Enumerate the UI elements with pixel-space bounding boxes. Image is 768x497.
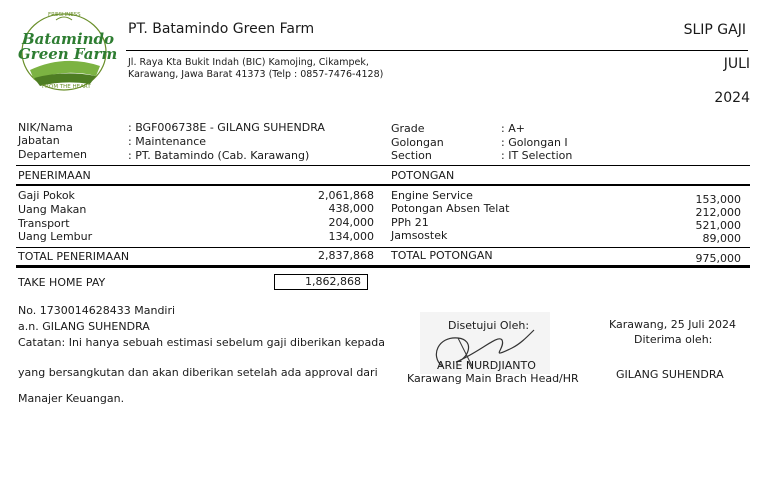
totals-top-rule xyxy=(16,247,750,248)
header-divider xyxy=(126,50,748,51)
receiver-label: Diterima oleh: xyxy=(634,333,713,346)
potongan-item-value: 153,000 xyxy=(695,193,741,206)
penerimaan-item-label: Transport xyxy=(18,217,70,230)
slip-title: SLIP GAJI xyxy=(683,22,746,38)
take-home-label: TAKE HOME PAY xyxy=(18,276,106,289)
receiver-place-date: Karawang, 25 Juli 2024 xyxy=(609,318,737,331)
total-penerimaan-value: 2,837,868 xyxy=(318,249,374,262)
potongan-item-label: Engine Service xyxy=(391,189,473,202)
penerimaan-item-label: Uang Makan xyxy=(18,203,87,216)
penerimaan-item-value: 2,061,868 xyxy=(318,189,374,202)
nik-value: : BGF006738E - GILANG SUHENDRA xyxy=(128,121,325,134)
total-potongan-value: 975,000 xyxy=(695,252,741,265)
penerimaan-header: PENERIMAAN xyxy=(18,169,91,182)
potongan-header: POTONGAN xyxy=(391,169,455,182)
slip-month: JULI xyxy=(723,56,750,72)
penerimaan-item-value: 134,000 xyxy=(328,230,374,243)
golongan-label: Golongan xyxy=(391,136,444,149)
note-line1: Catatan: Ini hanya sebuah estimasi sebelum gaji diberikan kepada xyxy=(18,336,385,349)
jabatan-value: : Maintenance xyxy=(128,135,207,148)
section-header-rule xyxy=(16,184,750,186)
potongan-item-label: Jamsostek xyxy=(391,229,448,242)
company-logo xyxy=(16,10,118,94)
logo-line2: Green Farm xyxy=(18,45,118,63)
penerimaan-item-value: 204,000 xyxy=(328,216,374,229)
section-label: Section xyxy=(391,149,432,162)
note-line2: yang bersangkutan dan akan diberikan setelah ada approval dari xyxy=(18,366,378,379)
potongan-item-label: PPh 21 xyxy=(391,216,429,229)
company-name: PT. Batamindo Green Farm xyxy=(128,21,315,37)
slip-year: 2024 xyxy=(714,90,750,106)
department-label: Departemen xyxy=(18,148,88,161)
grade-label: Grade xyxy=(391,122,425,135)
section-top-rule xyxy=(16,165,750,166)
take-home-value: 1,862,868 xyxy=(274,274,368,290)
nik-label: NIK/Nama xyxy=(18,121,73,134)
potongan-item-value: 521,000 xyxy=(695,219,741,232)
jabatan-label: Jabatan xyxy=(18,134,60,147)
company-address-line1: Jl. Raya Kta Bukit Indah (BIC) Kamojing, Cikampek, xyxy=(128,57,369,68)
company-address-line2: Karawang, Jawa Barat 41373 (Telp : 0857-7476-4128) xyxy=(128,69,384,80)
logo-line1: Batamindo xyxy=(22,30,115,48)
logo-bottom-text: FROM THE HEART xyxy=(42,84,91,90)
potongan-item-label: Potongan Absen Telat xyxy=(391,202,510,215)
bank-holder: a.n. GILANG SUHENDRA xyxy=(18,320,150,333)
grade-value: : A+ xyxy=(501,122,525,135)
approver-name: ARIE NURDJIANTO xyxy=(437,359,536,372)
logo-top-text: FRESHNESS xyxy=(48,12,81,18)
receiver-name: GILANG SUHENDRA xyxy=(616,368,724,381)
penerimaan-item-value: 438,000 xyxy=(328,202,374,215)
total-penerimaan-label: TOTAL PENERIMAAN xyxy=(18,250,130,263)
total-potongan-label: TOTAL POTONGAN xyxy=(391,249,493,262)
golongan-value: : Golongan I xyxy=(501,136,568,149)
penerimaan-item-label: Gaji Pokok xyxy=(18,189,75,202)
penerimaan-item-label: Uang Lembur xyxy=(18,230,93,243)
approver-title: Karawang Main Brach Head/HR xyxy=(407,372,579,385)
potongan-item-value: 89,000 xyxy=(702,232,741,245)
bank-account: No. 1730014628433 Mandiri xyxy=(18,304,176,317)
note-line3: Manajer Keuangan. xyxy=(18,392,125,405)
section-value: : IT Selection xyxy=(501,149,573,162)
totals-bottom-rule xyxy=(16,265,750,268)
approval-label: Disetujui Oleh: xyxy=(448,319,530,332)
potongan-item-value: 212,000 xyxy=(695,206,741,219)
department-value: : PT. Batamindo (Cab. Karawang) xyxy=(128,149,310,162)
